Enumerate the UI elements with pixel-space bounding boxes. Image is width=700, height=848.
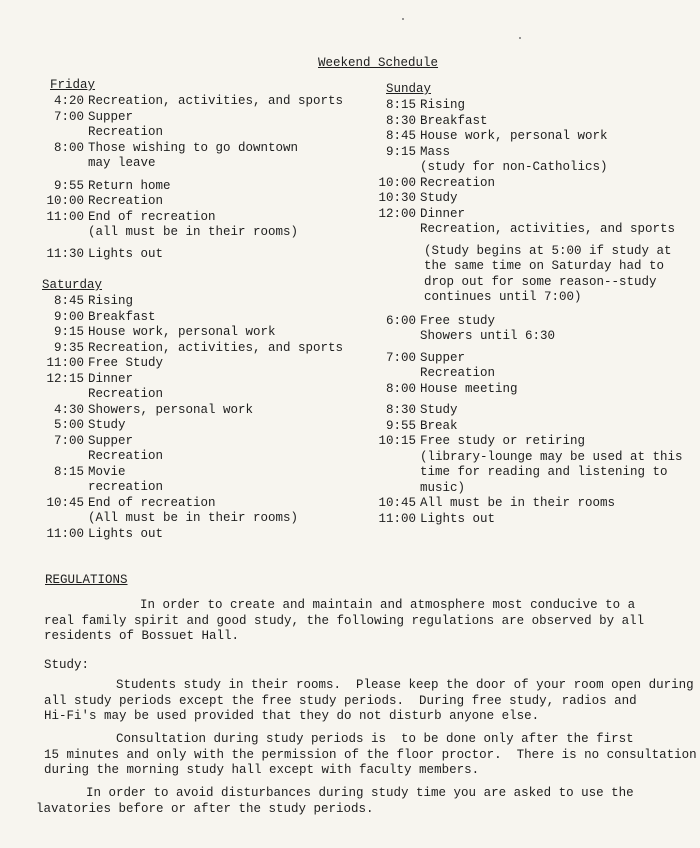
left-column [32, 76, 362, 542]
right-column [368, 80, 698, 527]
entry-description [416, 419, 458, 435]
entry-line: Breakfast [88, 309, 156, 324]
schedule-entry [368, 419, 698, 435]
entry-line: time for reading and listening to [420, 465, 668, 479]
entry-time: 8:00 [53, 140, 84, 155]
entry-line: All must be in their rooms [420, 496, 616, 510]
saturday-schedule [32, 294, 362, 542]
schedule-entry [368, 434, 698, 496]
entry-time: 9:15 [53, 325, 84, 339]
entry-description [416, 98, 465, 114]
entry-description [416, 351, 495, 382]
schedule-entry [368, 512, 698, 528]
entry-time: 8:00 [385, 381, 416, 396]
schedule-entry [368, 351, 698, 382]
entry-line: Recreation [88, 387, 164, 401]
entry-description [84, 356, 163, 372]
entry-time: 7:00 [53, 433, 84, 448]
schedule-entry [32, 194, 362, 210]
text-line: lavatories before or after the study periods. [36, 801, 374, 816]
entry-line: recreation [88, 480, 164, 494]
paper-speck [519, 37, 521, 39]
entry-time: 8:15 [53, 464, 84, 479]
entry-line: House work, personal work [88, 325, 276, 339]
text-line: Students study in their rooms. Please keep the door of your room open during [116, 678, 694, 692]
schedule-entry [368, 496, 698, 512]
entry-line: Supper [88, 109, 134, 124]
entry-line: Free Study [88, 356, 164, 370]
schedule-entry [32, 341, 362, 357]
document-title: Weekend Schedule [318, 56, 439, 70]
entry-line: Rising [420, 98, 466, 112]
schedule-entry [368, 176, 698, 192]
entry-time: 4:20 [53, 94, 84, 108]
entry-time: 7:00 [385, 350, 416, 365]
entry-time: 11:00 [378, 511, 416, 526]
entry-line: Rising [88, 294, 134, 308]
sunday-schedule [368, 98, 698, 238]
entry-time: 11:00 [46, 526, 84, 541]
schedule-entry [32, 527, 362, 543]
paper-speck [402, 18, 404, 20]
entry-description [416, 403, 458, 419]
entry-time: 11:00 [46, 209, 84, 224]
entry-time: 10:00 [378, 175, 416, 190]
entry-description [84, 465, 163, 496]
entry-time: 9:55 [385, 418, 416, 433]
entry-line: Recreation [88, 449, 164, 463]
study-paragraph-1 [44, 678, 694, 725]
sunday-heading: Sunday [386, 82, 432, 96]
entry-time: 7:00 [53, 109, 84, 124]
entry-line: Recreation, activities, and sports [420, 222, 676, 236]
entry-line: House meeting [420, 381, 518, 396]
schedule-entry [368, 382, 698, 398]
entry-time: 10:15 [378, 434, 416, 448]
entry-line: Showers until 6:30 [420, 329, 556, 343]
schedule-entry [32, 403, 362, 419]
schedule-entry [368, 129, 698, 145]
text-line: during the morning study hall except with faculty members. [44, 763, 480, 777]
schedule-entry [32, 434, 362, 465]
entry-description [84, 527, 163, 543]
entry-description [416, 314, 555, 345]
friday-schedule [32, 94, 362, 262]
entry-description [84, 294, 133, 310]
schedule-entry [368, 207, 698, 238]
sunday-evening-schedule [368, 314, 698, 528]
entry-time: 10:30 [378, 191, 416, 205]
entry-description [84, 341, 343, 357]
schedule-entry [32, 210, 362, 241]
entry-description [84, 496, 298, 527]
entry-description [84, 210, 298, 241]
entry-description [84, 418, 126, 434]
schedule-entry [32, 372, 362, 403]
entry-description [416, 145, 608, 176]
entry-time: 9:00 [53, 309, 84, 324]
entry-description [84, 141, 298, 172]
entry-line: House work, personal work [420, 129, 608, 143]
schedule-entry [32, 496, 362, 527]
entry-line: Study [420, 403, 458, 417]
text-line: Hi-Fi's may be used provided that they do not disturb anyone else. [44, 709, 540, 723]
text-line: continues until 7:00) [424, 290, 582, 304]
entry-time: 8:30 [385, 113, 416, 128]
entry-line: Study [88, 418, 126, 432]
schedule-entry [32, 247, 362, 263]
entry-time: 11:00 [46, 356, 84, 370]
entry-line: Lights out [88, 526, 164, 541]
text-line: 15 minutes and only with the permission of the floor proctor. There is no consultation [44, 747, 697, 762]
entry-description [416, 191, 458, 207]
schedule-entry [32, 179, 362, 195]
entry-description [84, 310, 156, 326]
schedule-entry [368, 114, 698, 130]
text-line: In order to avoid disturbances during study time you are asked to use the [86, 786, 634, 800]
text-line: Consultation during study periods is to be done only after the first [116, 732, 634, 746]
entry-time: 8:45 [385, 129, 416, 143]
entry-line: Showers, personal work [88, 402, 254, 417]
entry-line: Recreation [88, 194, 164, 208]
entry-description [84, 194, 163, 210]
entry-line: Recreation, activities, and sports [88, 94, 344, 108]
entry-time: 8:30 [385, 403, 416, 417]
entry-time: 12:00 [378, 206, 416, 221]
entry-line: Those wishing to go downtown [88, 140, 299, 155]
text-line: all study periods except the free study periods. During free study, radios and [44, 693, 637, 708]
text-line: real family spirit and good study, the following regulations are observed by all [44, 613, 645, 628]
entry-line: may leave [88, 156, 156, 170]
entry-description [416, 176, 495, 192]
schedule-entry [32, 94, 362, 110]
text-line: drop out for some reason--study [424, 274, 657, 289]
entry-description [84, 325, 276, 341]
entry-description [84, 247, 163, 263]
entry-description [84, 94, 343, 110]
schedule-entry [32, 418, 362, 434]
entry-line: End of recreation [88, 495, 216, 510]
entry-time: 9:15 [385, 144, 416, 159]
entry-line: Recreation, activities, and sports [88, 340, 344, 355]
text-line: In order to create and maintain and atmosphere most conducive to a [140, 598, 636, 612]
entry-time: 10:45 [378, 496, 416, 510]
entry-line: (All must be in their rooms) [88, 511, 299, 525]
schedule-entry [368, 314, 698, 345]
entry-time: 4:30 [53, 402, 84, 417]
entry-description [416, 207, 675, 238]
text-line: the same time on Saturday had to [424, 259, 665, 273]
schedule-entry [368, 98, 698, 114]
entry-line: Recreation [420, 175, 496, 190]
entry-time: 10:00 [46, 194, 84, 208]
sunday-study-note [424, 244, 698, 306]
entry-time: 9:55 [53, 178, 84, 193]
text-line: residents of Bossuet Hall. [44, 629, 240, 643]
schedule-entry [32, 325, 362, 341]
schedule-entry [368, 403, 698, 419]
entry-line: music) [420, 480, 466, 495]
entry-line: Dinner [88, 371, 134, 386]
entry-line: (study for non-Catholics) [420, 160, 608, 174]
entry-line: Lights out [88, 246, 164, 261]
entry-line: Mass [420, 144, 451, 159]
schedule-entry [32, 465, 362, 496]
entry-time: 11:30 [46, 246, 84, 261]
entry-line: Breakfast [420, 113, 488, 128]
entry-line: (library-lounge may be used at this [420, 449, 683, 464]
schedule-entry [32, 310, 362, 326]
entry-time: 9:35 [53, 340, 84, 355]
text-line: (Study begins at 5:00 if study at [424, 243, 672, 258]
entry-description [84, 179, 171, 195]
entry-line: Return home [88, 178, 171, 193]
study-heading: Study: [44, 658, 90, 672]
entry-line: Dinner [420, 206, 466, 221]
entry-line: Supper [88, 433, 134, 448]
schedule-entry [32, 110, 362, 141]
entry-description [416, 382, 518, 398]
entry-description [416, 434, 683, 496]
schedule-entry [368, 145, 698, 176]
entry-line: (all must be in their rooms) [88, 225, 299, 239]
entry-description [84, 403, 253, 419]
entry-time: 6:00 [385, 313, 416, 328]
entry-time: 8:45 [53, 294, 84, 308]
entry-description [84, 372, 163, 403]
entry-time: 10:45 [46, 495, 84, 510]
study-paragraph-3 [36, 786, 634, 817]
schedule-entry [368, 191, 698, 207]
study-paragraph-2 [44, 732, 697, 779]
entry-description [416, 496, 615, 512]
entry-time: 8:15 [385, 98, 416, 112]
entry-line: Movie [88, 464, 126, 479]
entry-line: Recreation [420, 366, 496, 380]
regulations-heading: REGULATIONS [45, 573, 128, 587]
entry-description [84, 110, 163, 141]
entry-time: 12:15 [46, 371, 84, 386]
entry-line: Lights out [420, 511, 496, 526]
schedule-entry [32, 141, 362, 172]
entry-line: Break [420, 418, 458, 433]
schedule-entry [32, 294, 362, 310]
entry-description [416, 129, 608, 145]
regulations-intro [44, 598, 644, 645]
saturday-heading: Saturday [42, 278, 103, 292]
entry-line: Free study [420, 313, 496, 328]
entry-line: Supper [420, 350, 466, 365]
friday-heading: Friday [50, 78, 96, 92]
entry-line: End of recreation [88, 209, 216, 224]
entry-time: 5:00 [53, 418, 84, 432]
entry-line: Free study or retiring [420, 434, 586, 448]
entry-description [416, 512, 495, 528]
entry-description [416, 114, 488, 130]
entry-line: Study [420, 191, 458, 205]
entry-description [84, 434, 163, 465]
entry-line: Recreation [88, 125, 164, 139]
schedule-entry [32, 356, 362, 372]
